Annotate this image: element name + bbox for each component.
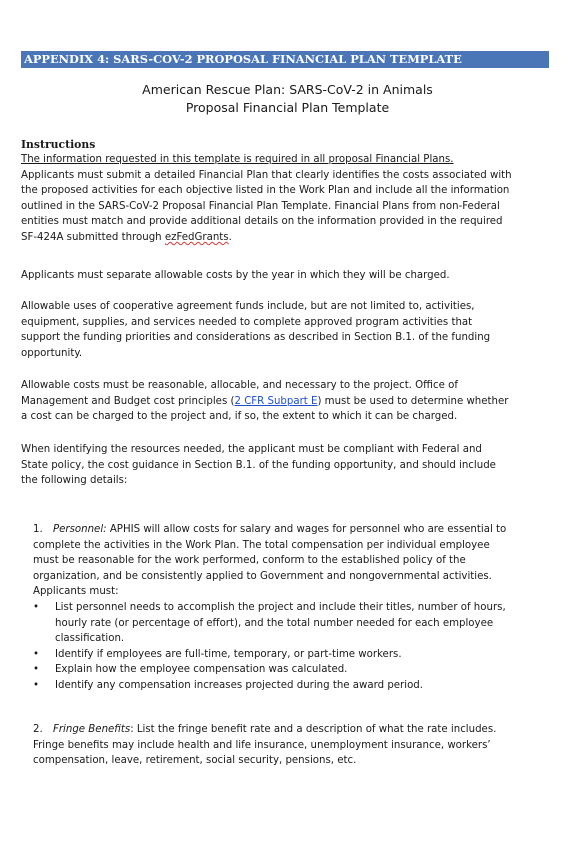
- paragraph-line: Applicants must separate allowable costs by the year in which they will be charged.: [21, 270, 450, 281]
- personnel-item: [33, 522, 553, 600]
- fringe-benefits-label: Fringe Benefits: [53, 724, 131, 735]
- bullet-icon: •: [33, 648, 40, 660]
- paragraph-line: must be reasonable for the work performed, conform to the established policy of the: [33, 555, 466, 567]
- list-item: [33, 662, 553, 678]
- item-number: 1.: [33, 524, 43, 535]
- required-notice: The information requested in this template is required in all proposal Financial Plans.: [21, 154, 454, 165]
- paragraph-line: support the funding priorities and considerations as described in Section B.1. of the funding: [21, 332, 491, 344]
- instructions-paragraph-2: [21, 268, 553, 284]
- document-title-line-1: American Rescue Plan: SARS-CoV-2 in Animals: [142, 82, 433, 97]
- instructions-heading: Instructions: [21, 138, 96, 151]
- paragraph-line: outlined in the SARS-CoV-2 Proposal Financial Plan Template. Financial Plans from non-Federal: [21, 200, 500, 212]
- document-title-line-2: Proposal Financial Plan Template: [185, 100, 390, 115]
- paragraph-line: a cost can be charged to the project and, if so, the extent to which it can be charged.: [21, 411, 458, 423]
- paragraph-text: ) must be used to determine whether: [317, 395, 509, 407]
- paragraph-line: Identify any compensation increases projected during the award period.: [55, 679, 424, 691]
- paragraph-line: Applicants must submit a detailed Financial Plan that clearly identifies the costs associated with: [21, 169, 512, 181]
- paragraph-line: classification.: [55, 633, 125, 645]
- bullet-icon: •: [33, 679, 40, 691]
- instructions-paragraph-1: [21, 152, 553, 246]
- paragraph-line: the following details:: [21, 475, 128, 487]
- paragraph-line: Identify if employees are full-time, temporary, or part-time workers.: [55, 648, 402, 660]
- personnel-bullet-list: [33, 600, 553, 694]
- bullet-icon: •: [33, 664, 40, 676]
- paragraph-text: SF-424A submitted through: [21, 231, 165, 243]
- cfr-subpart-e-link[interactable]: 2 CFR Subpart E: [234, 395, 318, 407]
- paragraph-line: complete the activities in the Work Plan. The total compensation per individual employee: [33, 539, 490, 551]
- paragraph-text: Management and Budget cost principles (: [21, 395, 235, 407]
- paragraph-line: List personnel needs to accomplish the project and include their titles, number of hours,: [55, 602, 506, 613]
- paragraph-text: : List the fringe benefit rate and a description of what the rate includes.: [130, 724, 497, 735]
- list-item: [33, 600, 553, 647]
- instructions-paragraph-4: [21, 378, 553, 425]
- appendix-banner: APPENDIX 4: SARS-COV-2 PROPOSAL FINANCIAL PLAN TEMPLATE: [21, 51, 549, 68]
- paragraph-line: entities must match and provide additional details on the information provided in the required: [21, 216, 503, 228]
- paragraph-line: When identifying the resources needed, the applicant must be compliant with Federal and: [21, 444, 482, 455]
- paragraph-line: hourly rate (or percentage of effort), and the total number needed for each employee: [55, 617, 494, 629]
- paragraph-line: Allowable uses of cooperative agreement funds include, but are not limited to, activities,: [21, 301, 475, 312]
- personnel-label: Personnel:: [53, 524, 107, 535]
- paragraph-line: compensation, leave, retirement, social security, pensions, etc.: [33, 755, 357, 767]
- paragraph-line: Allowable costs must be reasonable, allocable, and necessary to the project. Office of: [21, 380, 458, 391]
- paragraph-line: equipment, supplies, and services needed to complete approved program activities that: [21, 316, 473, 328]
- paragraph-line: Applicants must:: [33, 586, 119, 598]
- paragraph-line: organization, and be consistently applied to Government and nongovernmental activities.: [33, 570, 492, 582]
- ezfedgrants-term: ezFedGrants: [164, 231, 229, 243]
- paragraph-text: APHIS will allow costs for salary and wages for personnel who are essential to: [106, 524, 507, 535]
- instructions-paragraph-5: [21, 442, 553, 489]
- paragraph-line: the proposed activities for each objective listed in the Work Plan and include all the information: [21, 185, 510, 197]
- paragraph-line: [33, 522, 553, 538]
- fringe-benefits-item: [33, 722, 553, 769]
- paragraph-line: [21, 394, 553, 410]
- list-item: [33, 647, 553, 663]
- paragraph-line: Fringe benefits may include health and life insurance, unemployment insurance, workers’: [33, 739, 491, 751]
- paragraph-line: State policy, the cost guidance in Section B.1. of the funding opportunity, and should include: [21, 459, 496, 471]
- list-item: [33, 678, 553, 694]
- bullet-icon: •: [33, 602, 40, 613]
- paragraph-text: .: [228, 231, 232, 243]
- paragraph-line: [21, 230, 553, 246]
- item-number: 2.: [33, 724, 43, 735]
- paragraph-line: Explain how the employee compensation was calculated.: [55, 664, 348, 676]
- paragraph-line: opportunity.: [21, 347, 83, 359]
- paragraph-line: [33, 722, 553, 738]
- instructions-paragraph-3: [21, 299, 553, 361]
